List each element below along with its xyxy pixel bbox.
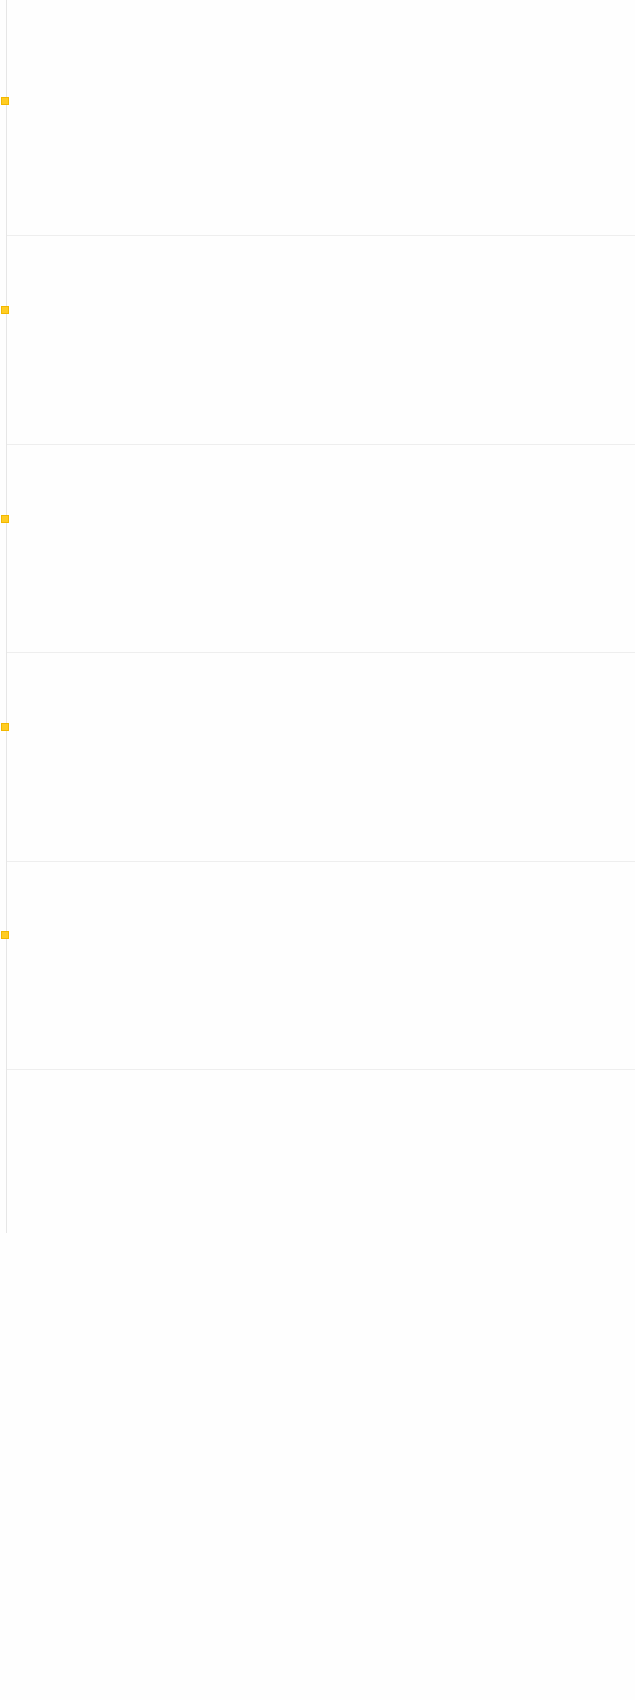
timeline-entry: [7, 654, 635, 862]
entry-divider: [7, 1069, 635, 1070]
square-marker-icon: [1, 97, 9, 105]
timeline-entry: [7, 28, 635, 236]
square-marker-icon: [1, 931, 9, 939]
timeline-entry: [7, 1071, 635, 1233]
entry-divider: [7, 652, 635, 653]
square-marker-icon: [1, 515, 9, 523]
square-marker-icon: [1, 306, 9, 314]
entry-divider: [7, 235, 635, 236]
timeline-entry: [7, 237, 635, 445]
timeline-entry: [7, 445, 635, 653]
square-marker-icon: [1, 723, 9, 731]
timeline-entry: [7, 862, 635, 1070]
